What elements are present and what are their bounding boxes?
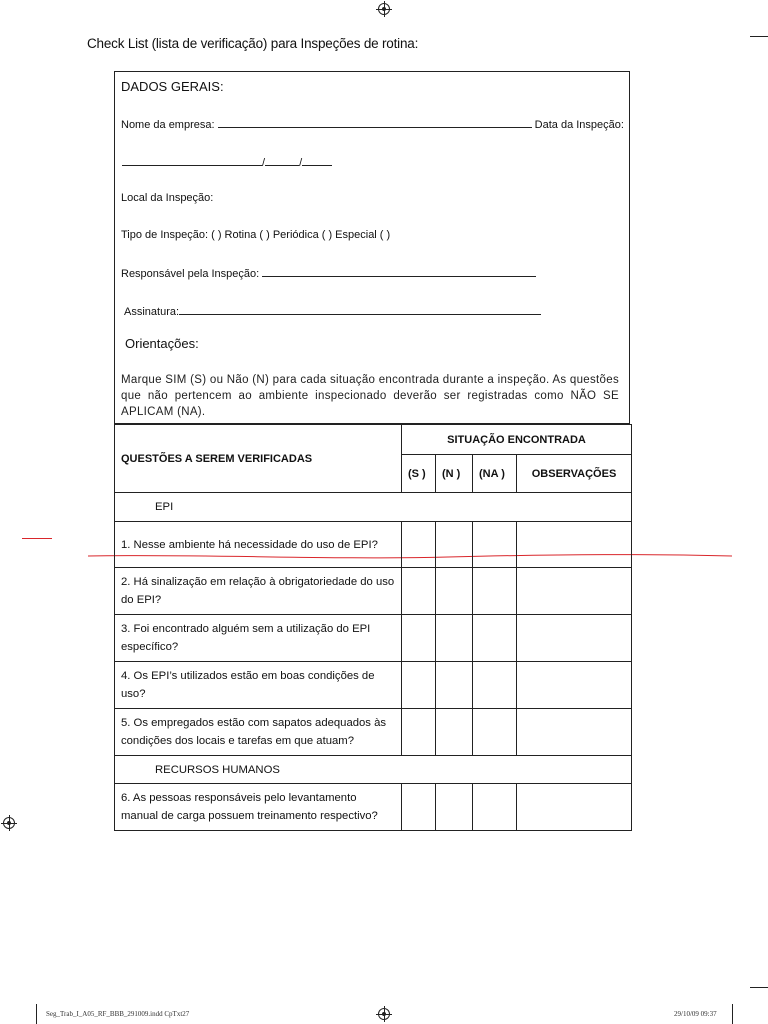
registration-mark-left — [3, 817, 15, 829]
answer-sim-cell[interactable] — [402, 784, 436, 831]
crop-mark-bottom-right-v — [732, 1004, 733, 1024]
date-separator: / — [262, 157, 266, 169]
col-header-observations: OBSERVAÇÕES — [517, 455, 632, 493]
question-1: 1. Nesse ambiente há necessidade do uso de EPI? — [115, 522, 402, 568]
section-epi: EPI — [115, 493, 632, 522]
crop-mark-bottom-left — [36, 1004, 37, 1024]
responsible-row — [121, 266, 536, 280]
question-3: 3. Foi encontrado alguém sem a utilização do EPI específico? — [115, 615, 402, 662]
col-header-na: (NA ) — [473, 455, 517, 493]
question-2: 2. Há sinalização em relação à obrigatoriedade do uso do EPI? — [115, 568, 402, 615]
answer-na-cell[interactable] — [473, 568, 517, 615]
answer-sim-cell[interactable] — [402, 522, 436, 568]
answer-sim-cell[interactable] — [402, 709, 436, 756]
answer-nao-cell[interactable] — [436, 522, 473, 568]
registration-mark-top — [378, 3, 390, 15]
question-4: 4. Os EPI’s utilizados estão em boas condições de uso? — [115, 662, 402, 709]
page-title: Check List (lista de verificação) para Inspeções de rotina: — [87, 36, 419, 51]
registration-mark-bottom — [378, 1008, 390, 1020]
observations-cell[interactable] — [517, 568, 632, 615]
observations-cell[interactable] — [517, 615, 632, 662]
col-header-sim: (S ) — [402, 455, 436, 493]
answer-sim-cell[interactable] — [402, 615, 436, 662]
observations-cell[interactable] — [517, 662, 632, 709]
date-year-field[interactable] — [302, 155, 332, 166]
table-row — [115, 784, 632, 831]
situation-header: SITUAÇÃO ENCONTRADA — [402, 425, 632, 455]
date-row — [122, 155, 332, 169]
signature-field[interactable] — [179, 304, 541, 315]
table-row — [115, 615, 632, 662]
print-timestamp: 29/10/09 09:37 — [674, 1010, 717, 1018]
answer-sim-cell[interactable] — [402, 568, 436, 615]
table-row — [115, 709, 632, 756]
answer-nao-cell[interactable] — [436, 784, 473, 831]
date-day-field[interactable] — [122, 155, 262, 166]
observations-cell[interactable] — [517, 522, 632, 568]
answer-na-cell[interactable] — [473, 784, 517, 831]
answer-nao-cell[interactable] — [436, 709, 473, 756]
signature-row — [124, 304, 541, 318]
inspection-location-label: Local da Inspeção: — [121, 192, 214, 204]
question-5: 5. Os empregados estão com sapatos adequados às condições dos locais e tarefas em que atuam? — [115, 709, 402, 756]
red-marker-line-left — [22, 538, 52, 539]
guidelines-text: Marque SIM (S) ou Não (N) para cada situação encontrada durante a inspeção. As questões que não pertencem ao ambiente inspecionado deverão ser registradas como NÃO SE APLICAM (NA). — [121, 374, 619, 418]
answer-nao-cell[interactable] — [436, 615, 473, 662]
questions-header: QUESTÕES A SEREM VERIFICADAS — [115, 425, 402, 493]
guidelines-heading: Orientações: — [125, 336, 199, 351]
answer-na-cell[interactable] — [473, 662, 517, 709]
answer-nao-cell[interactable] — [436, 568, 473, 615]
table-row — [115, 568, 632, 615]
col-header-nao: (N ) — [436, 455, 473, 493]
responsible-field[interactable] — [262, 266, 536, 277]
print-slug: Seg_Trab_I_A05_RF_BBB_291009.indd CpTxt27 — [46, 1010, 190, 1018]
crop-mark-bottom-right — [750, 987, 768, 988]
answer-na-cell[interactable] — [473, 522, 517, 568]
observations-cell[interactable] — [517, 784, 632, 831]
company-name-label: Nome da empresa: — [121, 119, 215, 131]
observations-cell[interactable] — [517, 709, 632, 756]
company-name-row — [121, 117, 624, 131]
question-6: 6. As pessoas responsáveis pelo levantamento manual de carga possuem treinamento respectivo? — [115, 784, 402, 831]
general-data-heading: DADOS GERAIS: — [121, 79, 224, 94]
responsible-label: Responsável pela Inspeção: — [121, 268, 260, 280]
general-data-box — [114, 71, 630, 424]
company-name-field[interactable] — [218, 117, 532, 128]
table-row — [115, 522, 632, 568]
checklist-table — [114, 424, 632, 831]
answer-sim-cell[interactable] — [402, 662, 436, 709]
answer-na-cell[interactable] — [473, 709, 517, 756]
date-separator: / — [299, 157, 303, 169]
table-row — [115, 662, 632, 709]
answer-nao-cell[interactable] — [436, 662, 473, 709]
date-month-field[interactable] — [265, 155, 299, 166]
inspection-type-options: Tipo de Inspeção: ( ) Rotina ( ) Periódica ( ) Especial ( ) — [121, 229, 391, 241]
signature-label: Assinatura: — [124, 306, 180, 318]
inspection-date-label: Data da Inspeção: — [534, 119, 624, 131]
section-human-resources: RECURSOS HUMANOS — [115, 756, 632, 784]
crop-mark-top-right — [750, 36, 768, 37]
answer-na-cell[interactable] — [473, 615, 517, 662]
